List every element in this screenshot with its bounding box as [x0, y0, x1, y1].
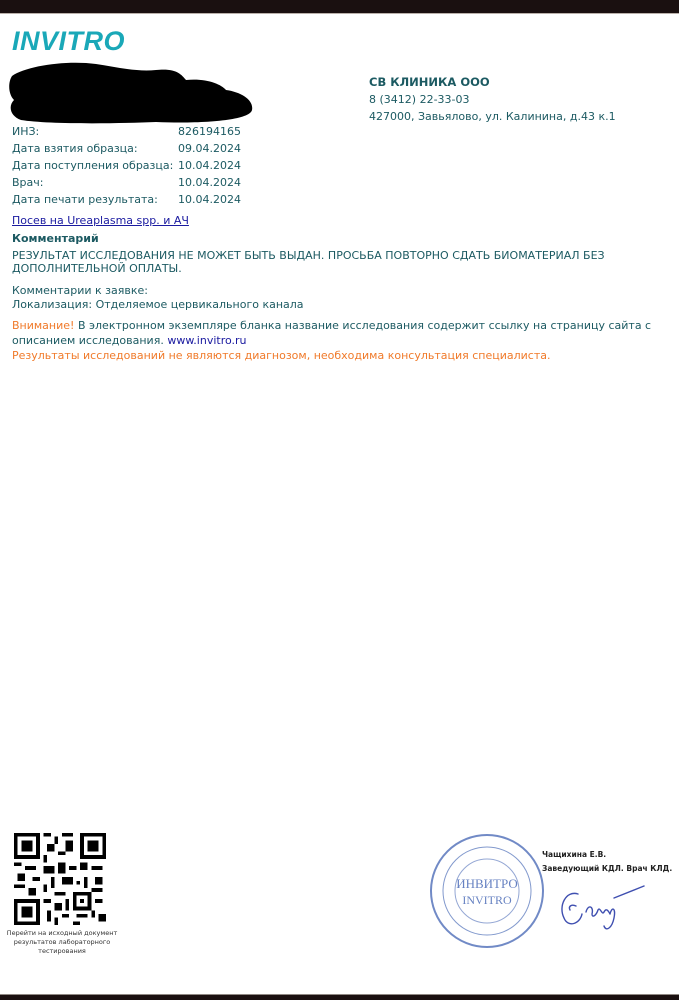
stamp-bottom-text: INVITRO [462, 893, 512, 907]
info-row-inz [12, 123, 268, 140]
info-value: 09.04.2024 [178, 142, 241, 155]
top-divider [0, 13, 679, 14]
notice-block [12, 318, 667, 363]
info-value: 10.04.2024 [178, 176, 241, 189]
request-comments [12, 284, 304, 312]
clinic-phone: 8 (3412) 22-33-03 [369, 93, 470, 106]
invitro-logo: INVITRO [12, 26, 126, 56]
qr-caption: Перейти на исходный документ результатов лабораторного тестирования [6, 929, 118, 955]
redacted-patient-info [6, 58, 256, 126]
clinic-address: 427000, Завьялово, ул. Калинина, д.43 к.1 [369, 110, 616, 123]
test-name-link[interactable]: Посев на Ureaplasma spp. и АЧ [12, 214, 189, 227]
info-label: Дата взятия образца: [12, 142, 138, 155]
warning-label: Внимание! [12, 319, 75, 332]
info-row-doctor [12, 174, 268, 191]
info-row-print-date [12, 191, 268, 208]
sample-info [12, 123, 268, 208]
signer-name: Чащихина Е.В. [542, 850, 607, 859]
comment-heading: Комментарий [12, 232, 99, 245]
info-row-receipt-date [12, 157, 268, 174]
signature [548, 876, 648, 936]
info-label: Дата поступления образца: [12, 159, 174, 172]
request-comments-heading: Комментарии к заявке: [12, 284, 148, 297]
comment-text: РЕЗУЛЬТАТ ИССЛЕДОВАНИЯ НЕ МОЖЕТ БЫТЬ ВЫДАН. ПРОСЬБА ПОВТОРНО СДАТЬ БИОМАТЕРИАЛ БЕЗ ДОПОЛНИТЕЛЬНОЙ ОПЛАТЫ. [12, 249, 605, 275]
disclaimer-text: Результаты исследований не являются диагнозом, необходима консультация специалиста. [12, 349, 551, 362]
warning-text: В электронном экземпляре бланка название исследования содержит ссылку на страницу сайта с описанием исследования. [12, 319, 652, 347]
laboratory-stamp [428, 832, 546, 950]
localization-text: Локализация: Отделяемое цервикального канала [12, 298, 304, 311]
notice-paragraph [12, 318, 667, 348]
site-link[interactable]: www.invitro.ru [167, 334, 247, 347]
signer-position: Заведующий КДЛ. Врач КЛД. [542, 864, 673, 873]
info-value: 10.04.2024 [178, 193, 241, 206]
top-black-bar [0, 0, 679, 13]
info-value: 10.04.2024 [178, 159, 241, 172]
stamp-top-text: ИНВИТРО [456, 876, 518, 891]
info-label: ИНЗ: [12, 125, 40, 138]
info-label: Врач: [12, 176, 44, 189]
signer-block [542, 848, 672, 876]
clinic-info [369, 74, 616, 125]
qr-code[interactable] [14, 833, 106, 925]
clinic-name: СВ КЛИНИКА ООО [369, 75, 490, 89]
info-row-collection-date [12, 140, 268, 157]
bottom-black-bar [0, 995, 679, 1000]
info-value: 826194165 [178, 125, 241, 138]
info-label: Дата печати результата: [12, 193, 158, 206]
